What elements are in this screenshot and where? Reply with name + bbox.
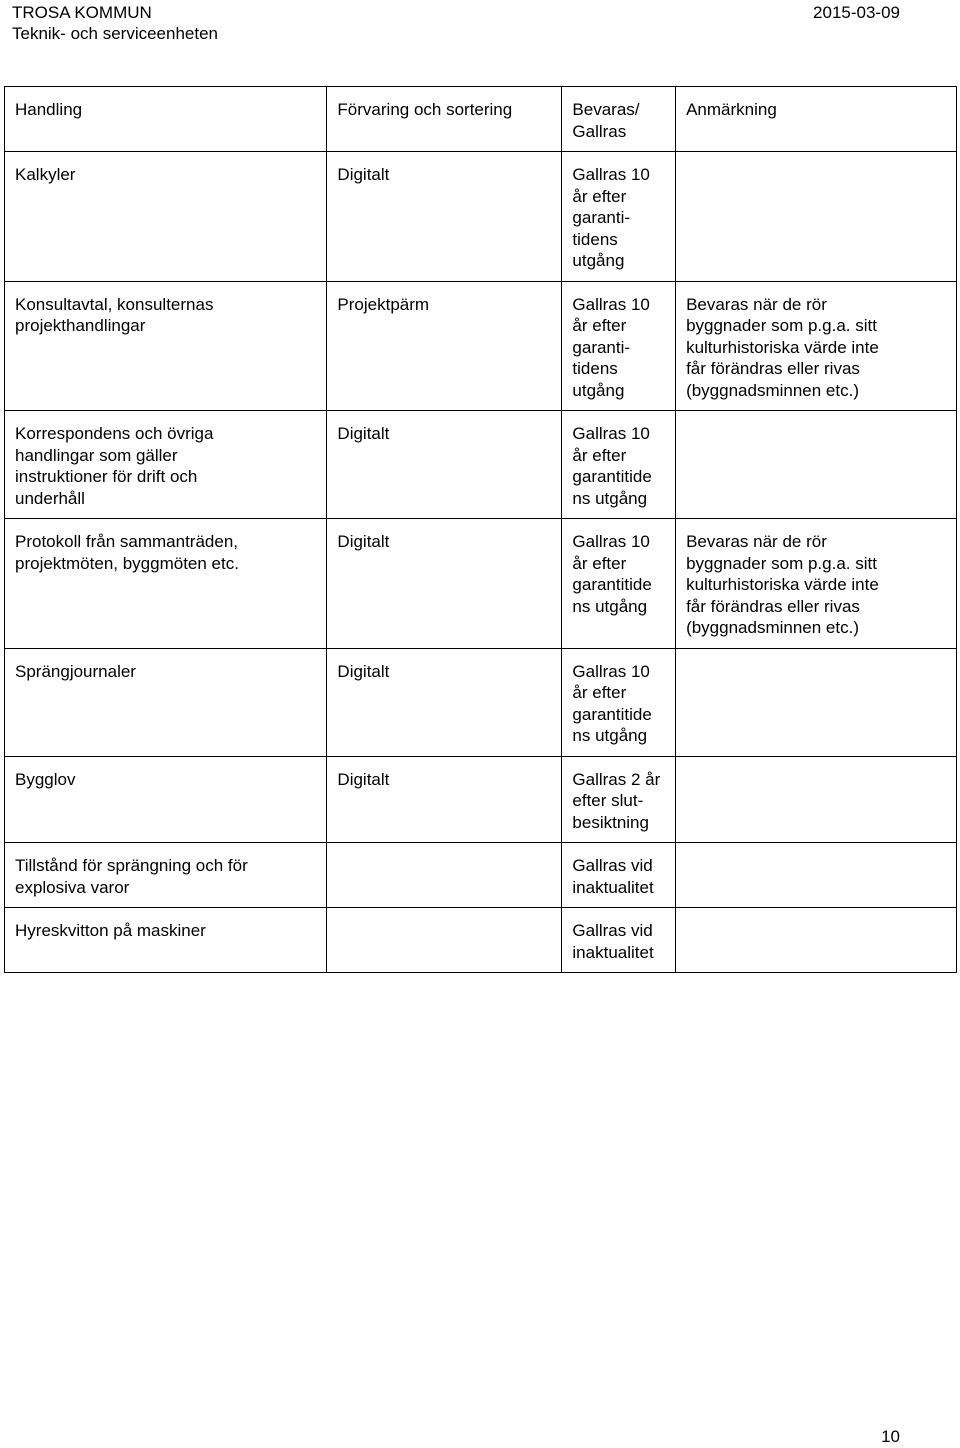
cell-forvaring: Digitalt: [327, 756, 562, 843]
cell-anmarkning: [676, 756, 957, 843]
column-header-forvaring: Förvaring och sortering: [327, 87, 562, 152]
table-row: [5, 152, 957, 282]
cell-bevaras: Gallras 10 år efter garantitide ns utgång: [562, 411, 676, 519]
cell-forvaring: Digitalt: [327, 519, 562, 649]
cell-forvaring: [327, 908, 562, 973]
document-header-left: [12, 2, 218, 44]
department-name: Teknik- och serviceenheten: [12, 24, 219, 43]
table-row: [5, 756, 957, 843]
cell-forvaring: [327, 843, 562, 908]
table-row: [5, 281, 957, 411]
table-row: [5, 411, 957, 519]
table-row: [5, 843, 957, 908]
cell-bevaras: Gallras vid inaktualitet: [562, 908, 676, 973]
cell-handling: Bygglov: [5, 756, 327, 843]
table-row: [5, 908, 957, 973]
cell-bevaras: Gallras 10 år efter garantitide ns utgång: [562, 519, 676, 649]
cell-anmarkning: [676, 648, 957, 756]
cell-anmarkning: Bevaras när de rör byggnader som p.g.a. sitt kulturhistoriska värde inte får förändras eller rivas (byggnadsminnen etc.): [676, 281, 957, 411]
cell-anmarkning: [676, 843, 957, 908]
column-header-handling: Handling: [5, 87, 327, 152]
cell-anmarkning: [676, 152, 957, 282]
cell-forvaring: Digitalt: [327, 648, 562, 756]
document-date: [813, 2, 900, 23]
cell-handling: Tillstånd för sprängning och för explosiva varor: [5, 843, 327, 908]
cell-anmarkning: [676, 908, 957, 973]
cell-forvaring: Digitalt: [327, 152, 562, 282]
cell-bevaras: Gallras 10 år efter garantitide ns utgång: [562, 648, 676, 756]
column-header-anmarkning: Anmärkning: [676, 87, 957, 152]
cell-forvaring: Projektpärm: [327, 281, 562, 411]
cell-handling: Kalkyler: [5, 152, 327, 282]
column-header-bevaras: Bevaras/ Gallras: [562, 87, 676, 152]
table-row: [5, 648, 957, 756]
cell-bevaras: Gallras 10 år efter garanti- tidens utgång: [562, 152, 676, 282]
cell-handling: Sprängjournaler: [5, 648, 327, 756]
page-number: 10: [881, 1427, 900, 1446]
cell-handling: Korrespondens och övriga handlingar som gäller instruktioner för drift och underhåll: [5, 411, 327, 519]
cell-bevaras: Gallras 10 år efter garanti- tidens utgång: [562, 281, 676, 411]
org-name: TROSA KOMMUN: [12, 3, 152, 22]
cell-forvaring: Digitalt: [327, 411, 562, 519]
cell-bevaras: Gallras vid inaktualitet: [562, 843, 676, 908]
cell-handling: Konsultavtal, konsulternas projekthandlingar: [5, 281, 327, 411]
cell-handling: Hyreskvitton på maskiner: [5, 908, 327, 973]
table-header-row: [5, 87, 957, 152]
cell-bevaras: Gallras 2 år efter slut- besiktning: [562, 756, 676, 843]
date-text: 2015-03-09: [813, 3, 900, 22]
cell-handling: Protokoll från sammanträden, projektmöten, byggmöten etc.: [5, 519, 327, 649]
records-table: [4, 86, 957, 973]
cell-anmarkning: Bevaras när de rör byggnader som p.g.a. sitt kulturhistoriska värde inte får förändras eller rivas (byggnadsminnen etc.): [676, 519, 957, 649]
cell-anmarkning: [676, 411, 957, 519]
table-row: [5, 519, 957, 649]
